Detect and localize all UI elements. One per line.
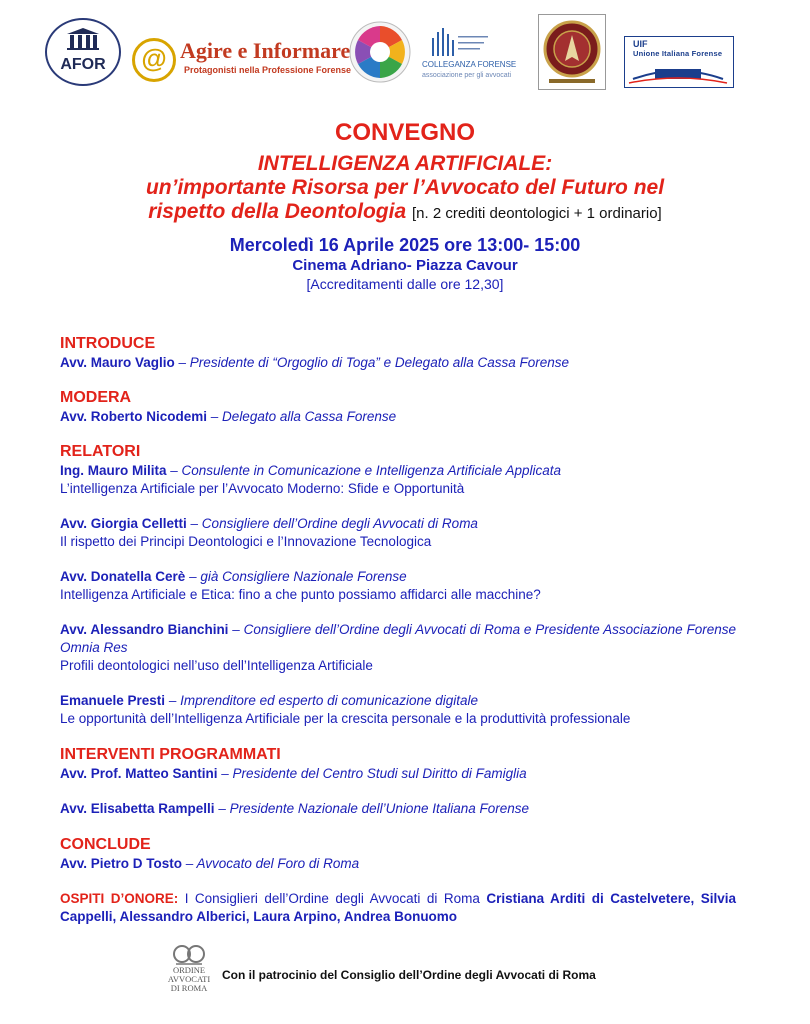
intervento-speaker bbox=[60, 800, 736, 818]
columns-icon bbox=[65, 28, 101, 50]
ordine-avvocati-roma-logo bbox=[166, 944, 212, 1002]
speaker-name: Avv. Pietro D Tosto bbox=[60, 856, 183, 871]
speaker-name: Avv. Giorgia Celletti bbox=[60, 516, 187, 531]
talk-topic: Intelligenza Artificiale e Etica: fino a che punto possiamo affidarci alle macchine? bbox=[60, 587, 541, 602]
relatore-item bbox=[60, 621, 736, 675]
colleganza-logo-title: COLLEGANZA FORENSE bbox=[422, 60, 517, 69]
centro-studi-logo bbox=[346, 12, 414, 88]
event-title: CONVEGNO bbox=[334, 119, 475, 146]
intervento-speaker bbox=[60, 765, 736, 783]
guests-of-honour bbox=[60, 890, 736, 926]
section-introduce-title: INTRODUCE bbox=[60, 335, 156, 352]
speaker-name: Avv. Elisabetta Rampelli bbox=[60, 801, 215, 816]
speaker-role: – Presidente Nazionale dell’Unione Italiana Forense bbox=[218, 801, 530, 816]
speaker-role: – Presidente del Centro Studi sul Diritto di Famiglia bbox=[221, 766, 527, 781]
afor-logo-text: AFOR bbox=[60, 56, 106, 73]
afor-logo bbox=[45, 18, 121, 86]
event-accreditation: [Accreditamenti dalle ore 12,30] bbox=[306, 276, 504, 292]
orgoglio-di-toga-logo bbox=[538, 14, 606, 90]
conclude-speaker bbox=[60, 855, 736, 873]
event-subtitle-line1: INTELLIGENZA ARTIFICIALE: bbox=[257, 152, 553, 175]
speaker-role: – Imprenditore ed esperto di comunicazione digitale bbox=[168, 693, 478, 708]
orgoglio-di-toga-emblem-icon bbox=[539, 15, 605, 89]
speaker-role: – Consulente in Comunicazione e Intelligenza Artificiale Applicata bbox=[170, 463, 561, 478]
relatore-speaker bbox=[60, 462, 736, 480]
speaker-role: – Delegato alla Cassa Forense bbox=[210, 409, 397, 424]
talk-topic: Profili deontologici nell’uso dell’Intelligenza Artificiale bbox=[60, 658, 373, 673]
section-modera-title: MODERA bbox=[60, 389, 132, 406]
agire-e-informare-logo bbox=[132, 38, 352, 82]
relatore-speaker bbox=[60, 692, 736, 710]
speaker-name: Avv. Alessandro Bianchini bbox=[60, 622, 229, 637]
event-date: Mercoledì 16 Aprile 2025 ore 13:00- 15:00 bbox=[229, 235, 581, 255]
speaker-role: – Consigliere dell’Ordine degli Avvocati di Roma bbox=[190, 516, 478, 531]
speaker-name: Avv. Mauro Vaglio bbox=[60, 355, 175, 370]
section-conclude-title: CONCLUDE bbox=[60, 836, 151, 853]
speaker-role: – Consigliere dell’Ordine degli Avvocati di Roma e Presidente Associazione Forense Omnia Res bbox=[60, 622, 736, 655]
relatore-speaker bbox=[60, 621, 736, 657]
uif-waves-icon bbox=[625, 61, 731, 85]
talk-topic: L’intelligenza Artificiale per l’Avvocato Moderno: Sfide e Opportunità bbox=[60, 481, 465, 496]
relatore-item bbox=[60, 462, 736, 498]
speaker-name: Avv. Prof. Matteo Santini bbox=[60, 766, 218, 781]
event-subtitle-line3-text: rispetto della Deontologia bbox=[148, 200, 407, 223]
uif-logo-abbr: UIF bbox=[633, 39, 648, 49]
program bbox=[60, 334, 736, 926]
agire-logo-subtitle: Protagonisti nella Professione Forense bbox=[184, 65, 352, 75]
section-interventi-title: INTERVENTI PROGRAMMATI bbox=[60, 746, 281, 763]
sponsor-logos bbox=[40, 10, 770, 90]
relatore-item bbox=[60, 692, 736, 728]
event-header bbox=[0, 118, 810, 293]
footer bbox=[166, 944, 726, 1004]
colleganza-logo-subtitle: associazione per gli avvocati bbox=[422, 72, 512, 79]
relatore-item bbox=[60, 515, 736, 551]
ordine-emblem-icon bbox=[166, 944, 212, 966]
at-sign-icon: @ bbox=[132, 38, 176, 82]
speaker-role: – già Consigliere Nazionale Forense bbox=[189, 569, 407, 584]
talk-topic: Le opportunità dell’Intelligenza Artificiale per la crescita personale e la produttività professionale bbox=[60, 711, 631, 726]
speaker-role: – Avvocato del Foro di Roma bbox=[185, 856, 360, 871]
speaker-name: Avv. Roberto Nicodemi bbox=[60, 409, 208, 424]
ordine-logo-line3: DI ROMA bbox=[170, 983, 208, 993]
guests-text: I Consiglieri dell’Ordine degli Avvocati di Roma bbox=[178, 891, 487, 906]
guests-label: OSPITI D’ONORE: bbox=[60, 891, 179, 906]
guests-names: Cristiana Arditi di Castelvetere, Silvia Cappelli, Alessandro Alberici, Laura Arpino, Andrea Bonuomo bbox=[60, 891, 737, 924]
uif-logo-name: Unione Italiana Forense bbox=[633, 49, 723, 58]
uif-logo bbox=[624, 36, 734, 88]
modera-speaker bbox=[60, 408, 736, 426]
talk-topic: Il rispetto dei Principi Deontologici e l’Innovazione Tecnologica bbox=[60, 534, 432, 549]
centro-studi-emblem-icon bbox=[346, 12, 414, 88]
speaker-role: – Presidente di “Orgoglio di Toga” e Delegato alla Cassa Forense bbox=[178, 355, 570, 370]
relatore-item bbox=[60, 568, 736, 604]
colleganza-forense-logo bbox=[422, 24, 530, 86]
speaker-name: Ing. Mauro Milita bbox=[60, 463, 167, 478]
event-place: Cinema Adriano- Piazza Cavour bbox=[292, 257, 518, 274]
colleganza-bars-icon bbox=[422, 24, 492, 58]
event-subtitle-line2: un’importante Risorsa per l’Avvocato del Futuro nel bbox=[145, 176, 665, 199]
patronage-text: Con il patrocinio del Consiglio dell’Ordine degli Avvocati di Roma bbox=[222, 968, 596, 982]
speaker-name: Avv. Donatella Cerè bbox=[60, 569, 186, 584]
event-subtitle-line3 bbox=[0, 200, 810, 226]
ordine-logo-line2: AVVOCATI bbox=[167, 974, 211, 984]
event-credits: [n. 2 crediti deontologici + 1 ordinario] bbox=[411, 205, 662, 222]
speaker-name: Emanuele Presti bbox=[60, 693, 166, 708]
agire-logo-title: Agire e Informare bbox=[180, 38, 351, 63]
relatore-speaker bbox=[60, 515, 736, 533]
relatore-speaker bbox=[60, 568, 736, 586]
ordine-logo-line1: ORDINE bbox=[172, 965, 206, 975]
section-relatori-title: RELATORI bbox=[60, 443, 141, 460]
introduce-speaker bbox=[60, 354, 736, 372]
